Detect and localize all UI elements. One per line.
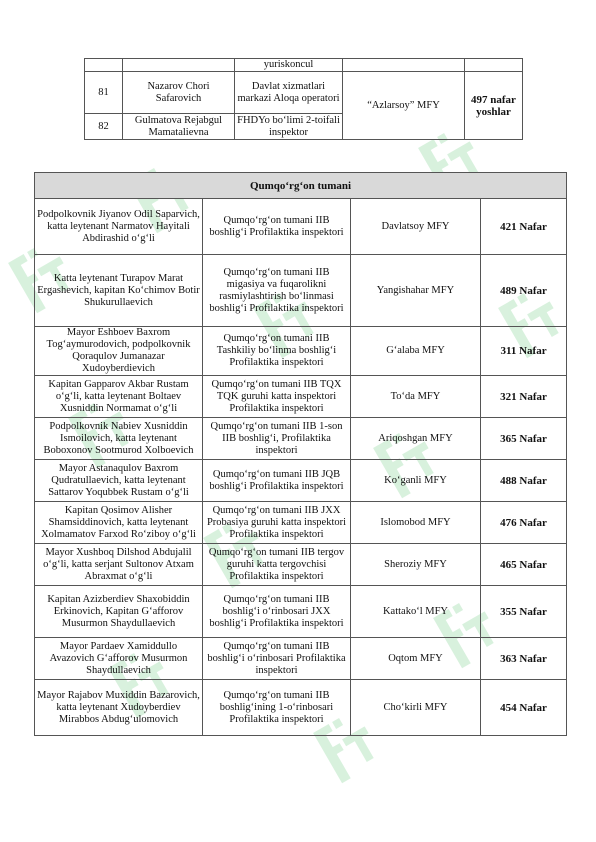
mfy-name: “Azlarsoy” MFY [343,72,465,140]
officer-position: Qumqo‘rg‘on tumani IIB 1-son IIB boshlig‘i, Profilaktika inspektori [203,418,351,460]
officer-position: Qumqo‘rg‘on tumani IIB tergov guruhi katta tergovchisi Profilaktika inspektori [203,544,351,586]
mfy-cell-empty [343,59,465,72]
mfy-name: Ariqoshgan MFY [351,418,481,460]
youth-count: 465 Nafar [481,544,567,586]
officer-names: Kapitan Azizberdiev Shaxobiddin Erkinovich, Kapitan G‘afforov Musurmon Shaydullaevich [35,586,203,638]
row-number [85,59,123,72]
officer-names: Mayor Pardaev Xamiddullo Avazovich G‘afforov Musurmon Shaydullaevich [35,638,203,680]
count-cell-empty [465,59,523,72]
youth-count: 363 Nafar [481,638,567,680]
youth-count: 311 Nafar [481,327,567,376]
district-title: Qumqo‘rg‘on tumani [35,173,567,199]
mfy-name: To‘da MFY [351,376,481,418]
officer-position: Qumqo‘rg‘on tumani IIB Tashkiliy bo‘linma boshlig‘i Profilaktika inspektori [203,327,351,376]
person-position: yuriskoncul [235,59,343,72]
mfy-name: Davlatsoy MFY [351,199,481,255]
youth-count: 421 Nafar [481,199,567,255]
youth-count: 489 Nafar [481,255,567,327]
top-table [84,58,523,140]
table-row [35,544,567,586]
mfy-name: Sheroziy MFY [351,544,481,586]
table-row [35,638,567,680]
table-row [85,72,523,114]
table-row [35,255,567,327]
officer-names: Mayor Rajabov Muxiddin Bazarovich, katta leytenant Xudoyberdiev Mirabbos Abdug‘ulomovich [35,680,203,736]
officer-position: Qumqo‘rg‘on tumani IIB boshlig‘i Profilaktika inspektori [203,199,351,255]
mfy-name: Kattako‘l MFY [351,586,481,638]
table-row [35,327,567,376]
table-row [35,680,567,736]
officer-position: Qumqo‘rg‘on tumani IIB TQX TQK guruhi katta inspektori Profilaktika inspektori [203,376,351,418]
person-name: Gulmatova Rejabgul Mamatalievna [123,114,235,140]
mfy-name: Cho‘kirli MFY [351,680,481,736]
mfy-name: Ko‘ganli MFY [351,460,481,502]
officer-position: Qumqo‘rg‘on tumani IIB boshlig‘i o‘rinbosari JXX boshlig‘i Profilaktika inspektori [203,586,351,638]
youth-count: 488 Nafar [481,460,567,502]
mfy-name: G‘alaba MFY [351,327,481,376]
person-name [123,59,235,72]
officer-names: Podpolkovnik Jiyanov Odil Saparvich, katta leytenant Narmatov Hayitali Abdirashid o‘g‘li [35,199,203,255]
officer-names: Mayor Astanaqulov Baxrom Qudratullaevich, katta leytenant Sattarov Yoqubbek Rustam o‘g‘li [35,460,203,502]
district-header-row [35,173,567,199]
mfy-name: Yangishahar MFY [351,255,481,327]
officer-names: Podpolkovnik Nabiev Xusniddin Ismoilovich, katta leytenant Boboxonov Sootmurod Xolboevich [35,418,203,460]
table-row [85,59,523,72]
officer-names: Mayor Xushboq Dilshod Abdujalil o‘g‘li, katta serjant Sultonov Atxam Abraxmat o‘g‘li [35,544,203,586]
district-table [34,172,567,736]
person-position: Davlat xizmatlari markazi Aloqa operatori [235,72,343,114]
row-number: 81 [85,72,123,114]
youth-count: 497 nafar yoshlar [465,72,523,140]
table-row [35,460,567,502]
officer-position: Qumqo‘rg‘on tumani IIB JXX Probasiya guruhi katta inspektori Profilaktika inspektori [203,502,351,544]
row-number: 82 [85,114,123,140]
person-name: Nazarov Chori Safarovich [123,72,235,114]
table-row [35,418,567,460]
officer-names: Mayor Eshboev Baxrom Tog‘aymurodovich, podpolkovnik Qoraqulov Jumanazar Xudoyberdievich [35,327,203,376]
officer-position: Qumqo‘rg‘on tumani IIB boshlig‘ining 1-o‘rinbosari Profilaktika inspektori [203,680,351,736]
officer-names: Katta leytenant Turapov Marat Ergashevich, kapitan Ko‘chimov Botir Shukurullaevich [35,255,203,327]
mfy-name: Oqtom MFY [351,638,481,680]
officer-names: Kapitan Gapparov Akbar Rustam o‘g‘li, katta leytenant Boltaev Xusniddin Normamat o‘g‘li [35,376,203,418]
mfy-name: Islomobod MFY [351,502,481,544]
officer-names: Kapitan Qosimov Alisher Shamsiddinovich, katta leytenant Xolmamatov Farxod Ro‘ziboy o‘g‘li [35,502,203,544]
youth-count: 321 Nafar [481,376,567,418]
youth-count: 454 Nafar [481,680,567,736]
person-position: FHDYo bo‘limi 2-toifali inspektor [235,114,343,140]
table-row [35,199,567,255]
youth-count: 476 Nafar [481,502,567,544]
table-row [35,376,567,418]
youth-count: 355 Nafar [481,586,567,638]
officer-position: Qumqo‘rg‘on tumani IIB migasiya va fuqarolikni rasmiylashtirish bo‘linmasi boshlig‘i Profilaktika inspektori [203,255,351,327]
table-row [35,586,567,638]
youth-count: 365 Nafar [481,418,567,460]
officer-position: Qumqo‘rg‘on tumani IIB boshlig‘i o‘rinbosari Profilaktika inspektori [203,638,351,680]
table-row [35,502,567,544]
officer-position: Qumqo‘rg‘on tumani IIB JQB boshlig‘i Profilaktika inspektori [203,460,351,502]
